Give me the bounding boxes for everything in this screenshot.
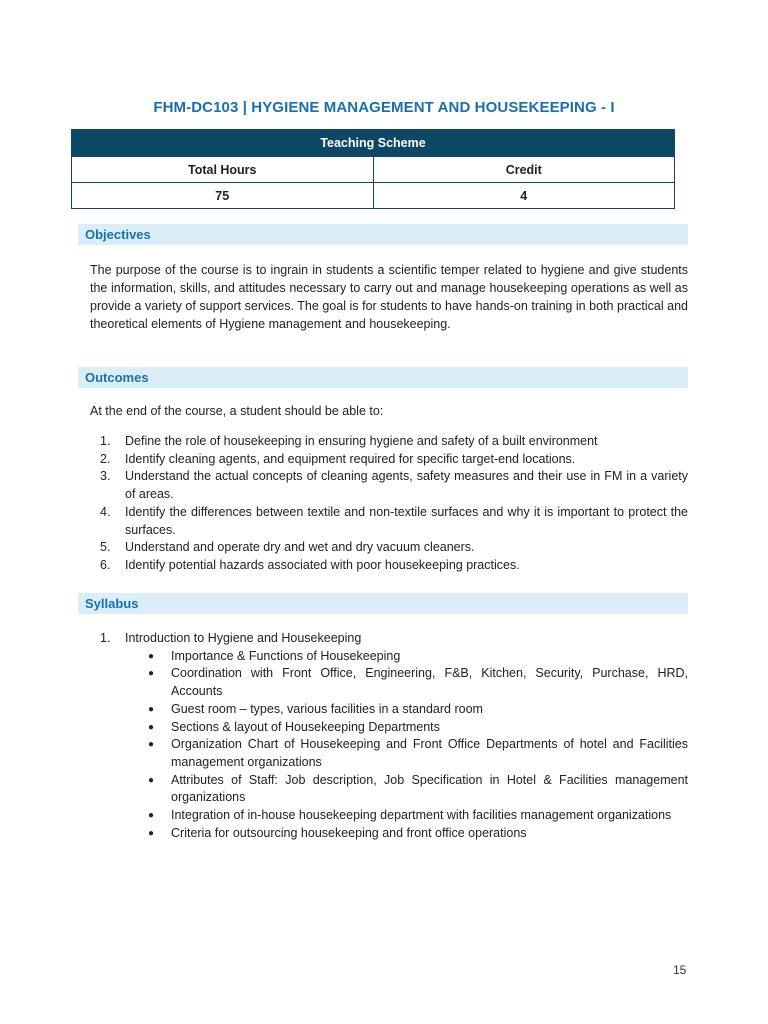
outcomes-list bbox=[90, 433, 688, 575]
bullet-icon: ● bbox=[148, 703, 155, 715]
list-item: 3. Understand the actual concepts of cleaning agents, safety measures and their use in FM in a variety of areas. bbox=[100, 469, 688, 502]
list-item: ● Importance & Functions of Housekeeping bbox=[125, 648, 688, 666]
bullet-icon: ● bbox=[148, 739, 155, 751]
total-hours-value: 75 bbox=[72, 183, 374, 209]
list-item: ● Integration of in-house housekeeping department with facilities management organizations bbox=[125, 807, 688, 825]
bullet-icon: ● bbox=[148, 827, 155, 839]
outcomes-intro: At the end of the course, a student should be able to: bbox=[90, 404, 384, 418]
syllabus-unit-title: Introduction to Hygiene and Housekeeping bbox=[125, 631, 362, 645]
teaching-scheme-heading: Teaching Scheme bbox=[72, 130, 675, 157]
list-item: ● Attributes of Staff: Job description, Job Specification in Hotel & Facilities management organizations bbox=[148, 772, 688, 805]
list-item: ● Organization Chart of Housekeeping and Front Office Departments of hotel and Facilities management organizations bbox=[148, 737, 688, 769]
list-item: ● Guest room – types, various facilities in a standard room bbox=[125, 701, 688, 719]
list-item: 6. Identify potential hazards associated with poor housekeeping practices. bbox=[100, 557, 520, 572]
teaching-scheme-table bbox=[71, 129, 675, 209]
credit-value: 4 bbox=[373, 183, 675, 209]
bullet-icon: ● bbox=[148, 721, 155, 733]
list-item: 2. Identify cleaning agents, and equipment required for specific target-end locations. bbox=[100, 451, 576, 466]
bullet-icon: ● bbox=[148, 810, 155, 822]
list-item: 5. Understand and operate dry and wet and dry vacuum cleaners. bbox=[100, 540, 475, 555]
list-item: 1. Introduction to Hygiene and Housekeeping ● Importance & Functions of Housekeeping ● Coordination with Front Office, Engineering, F&B, Kitchen, Security, Purchase, HRD, Accounts ● Guest room – types, various facilities in a standard room ● Sections & layout of Housekeeping Departments ● Organization Chart of Housekeeping and Front Office Departments of hotel and Facilities management organizations ● Attributes of Staff: Job description, Job Specification in Hotel & Facilities management organizations ● Integration of in-house housekeeping department with facilities management organizations ● Criteria for outsourcing housekeeping and front office operations bbox=[90, 630, 688, 842]
bullet-icon: ● bbox=[148, 774, 155, 786]
page-number: 15 bbox=[673, 963, 687, 977]
credit-label: Credit bbox=[373, 157, 675, 183]
syllabus-bullets bbox=[125, 648, 688, 843]
syllabus-heading: Syllabus bbox=[78, 593, 688, 614]
outcomes-heading: Outcomes bbox=[78, 367, 688, 388]
course-title: FHM-DC103 | HYGIENE MANAGEMENT AND HOUSEKEEPING - I bbox=[153, 99, 615, 116]
bullet-icon: ● bbox=[148, 668, 155, 680]
bullet-icon: ● bbox=[148, 650, 155, 662]
list-item: 4. Identify the differences between textile and non-textile surfaces and why it is important to protect the surfaces. bbox=[100, 504, 688, 537]
list-item: ● Sections & layout of Housekeeping Departments bbox=[125, 719, 688, 737]
objectives-heading: Objectives bbox=[78, 224, 688, 245]
list-item: ● Coordination with Front Office, Engineering, F&B, Kitchen, Security, Purchase, HRD, Accounts bbox=[148, 666, 688, 699]
list-item: 1. Define the role of housekeeping in ensuring hygiene and safety of a built environment bbox=[100, 434, 598, 448]
syllabus-list bbox=[90, 630, 688, 842]
objectives-text: The purpose of the course is to ingrain in students a scientific temper related to hygiene and give students the information, skills, and attitudes necessary to carry out and manage housekeeping operations as well as provide a variety of support services. The goal is for students to have hands-on training in both practical and theoretical elements of Hygiene management and housekeeping. bbox=[90, 263, 688, 331]
list-item: ● Criteria for outsourcing housekeeping and front office operations bbox=[125, 825, 688, 843]
total-hours-label: Total Hours bbox=[72, 157, 374, 183]
